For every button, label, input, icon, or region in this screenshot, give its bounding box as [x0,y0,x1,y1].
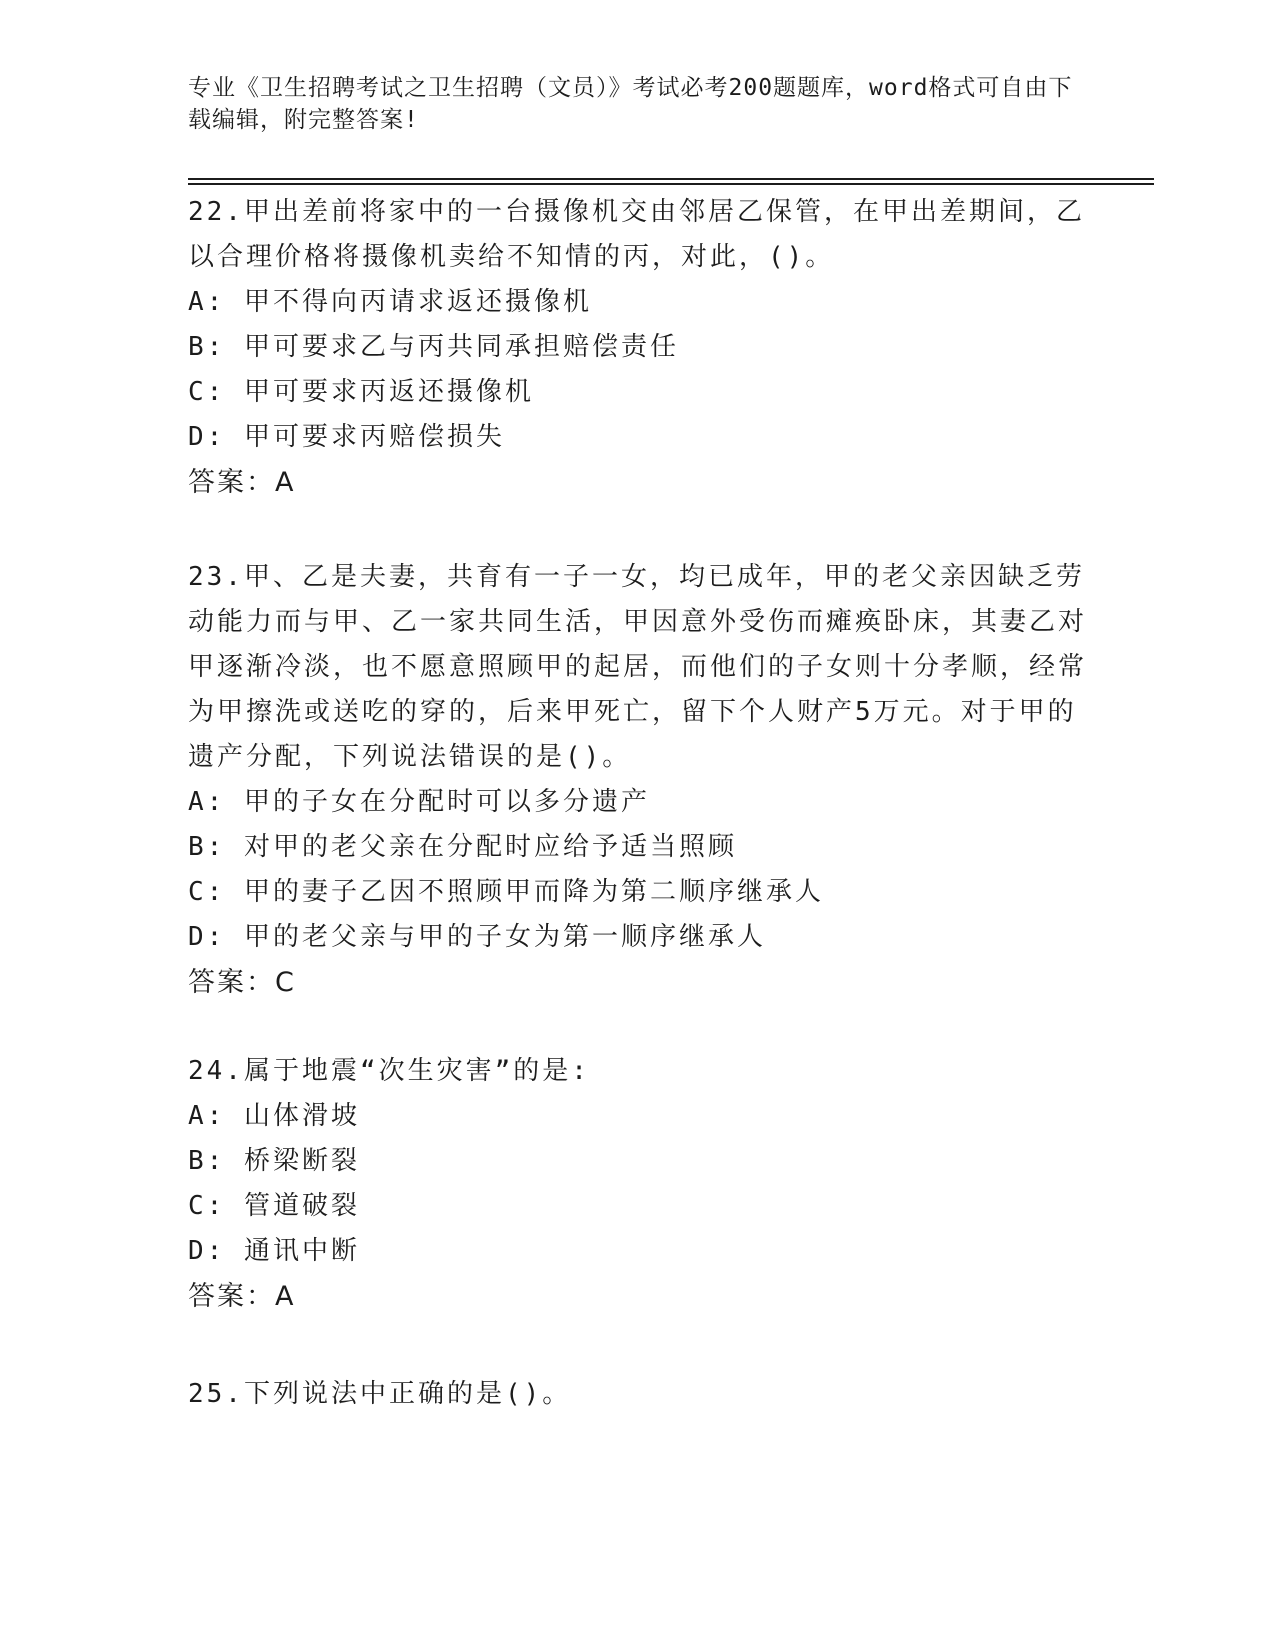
option-d: D: 甲可要求丙赔偿损失 [188,422,505,452]
option-d: D: 通讯中断 [188,1236,360,1266]
option-a: A: 甲的子女在分配时可以多分遗产 [188,787,650,817]
option-b: B: 桥梁断裂 [188,1146,360,1176]
option-b: B: 对甲的老父亲在分配时应给予适当照顾 [188,832,737,862]
question-stem: 22.甲出差前将家中的一台摄像机交由邻居乙保管，在甲出差期间，乙以合理价格将摄像机卖给不知情的丙，对此，()。 [188,197,1085,272]
question-23 [188,555,1088,1005]
option-b: B: 甲可要求乙与丙共同承担赔偿责任 [188,332,679,362]
option-c: C: 甲的妻子乙因不照顾甲而降为第二顺序继承人 [188,877,824,907]
option-c: C: 甲可要求丙返还摄像机 [188,377,534,407]
option-a: A: 甲不得向丙请求返还摄像机 [188,287,592,317]
answer: 答案：A [188,467,296,498]
header-divider-bottom [188,183,1154,185]
header-divider-top [188,178,1154,180]
answer: 答案：C [188,967,296,998]
question-25 [188,1372,1088,1417]
question-stem: 23.甲、乙是夫妻，共育有一子一女，均已成年，甲的老父亲因缺乏劳动能力而与甲、乙一家共同生活，甲因意外受伤而瘫痪卧床，其妻乙对甲逐渐冷淡，也不愿意照顾甲的起居，而他们的子女则十分孝顺，经常为甲擦洗或送吃的穿的，后来甲死亡，留下个人财产5万元。对于甲的遗产分配，下列说法错误的是()。 [188,562,1088,772]
question-stem: 25.下列说法中正确的是()。 [188,1379,572,1409]
question-stem: 24.属于地震“次生灾害”的是: [188,1056,590,1086]
option-c: C: 管道破裂 [188,1191,360,1221]
question-22 [188,190,1088,505]
option-a: A: 山体滑坡 [188,1101,360,1131]
option-d: D: 甲的老父亲与甲的子女为第一顺序继承人 [188,922,766,952]
answer: 答案：A [188,1281,296,1312]
document-header: 专业《卫生招聘考试之卫生招聘（文员）》考试必考200题题库，word格式可自由下载编辑，附完整答案! [188,75,1073,133]
question-24 [188,1049,1088,1319]
